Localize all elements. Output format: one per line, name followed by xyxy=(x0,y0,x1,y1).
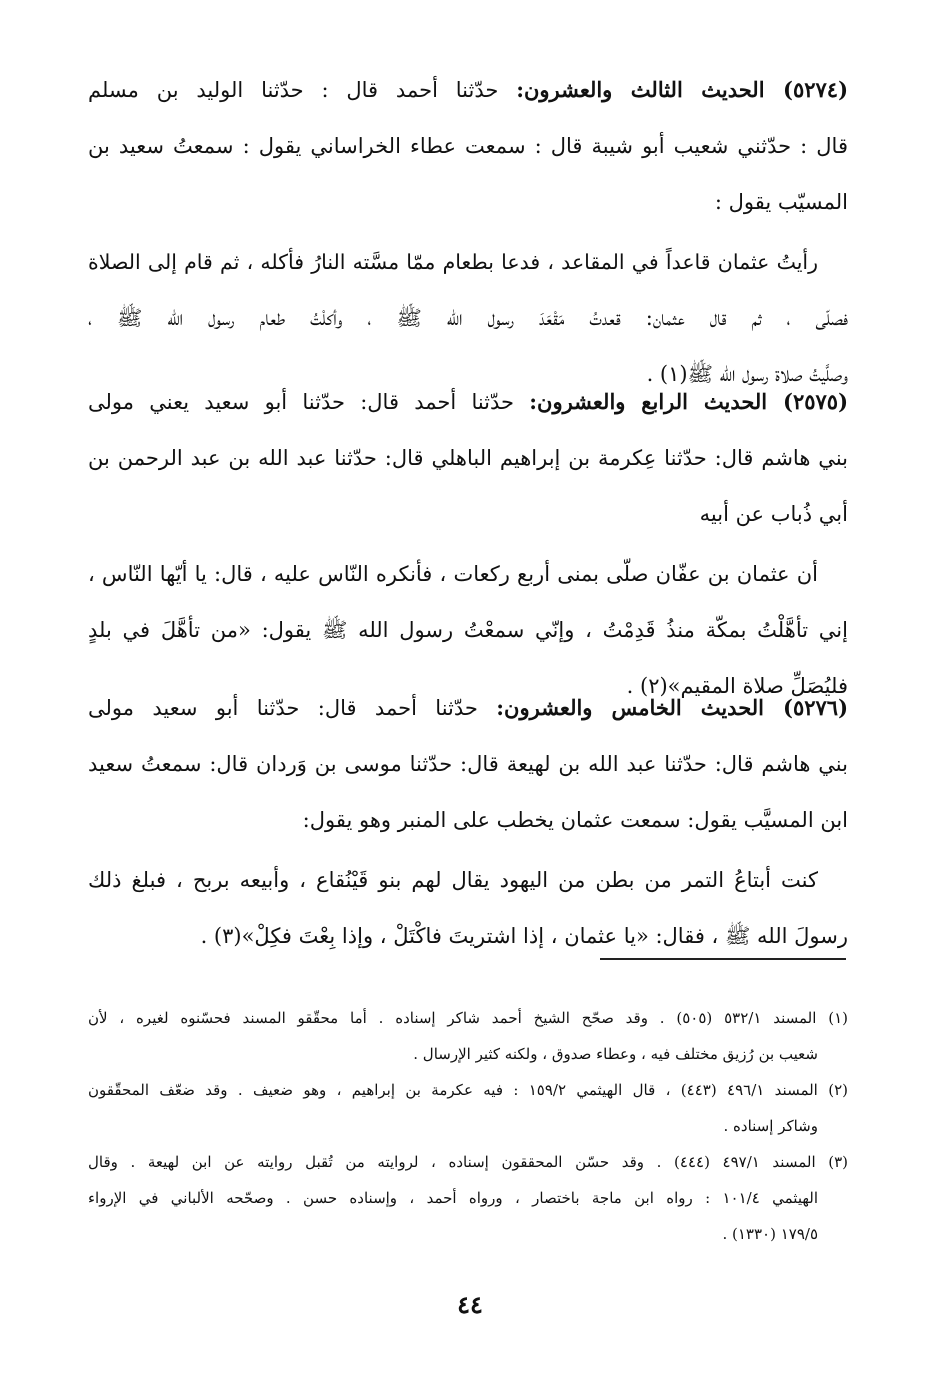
footnote-2-line-1: (٢) المسند ٤٩٦/١ (٤٤٣) ، قال الهيثمي ١٥٩/٢ : فيه عكرمة بن إبراهيم ، وهو ضعيف . وقد ضعّف المحقّقون xyxy=(88,1081,848,1099)
hadith-5275-matn-2: إني تأهَّلْتُ بمكّة منذُ قَدِمْتُ ، وإنّي سمعْتُ رسول الله ﷺ يقول: «من تأهَّلَ في بلدٍ xyxy=(88,618,848,642)
hadith-5275-matn-1: أن عثمان بن عفّان صلّى بمنى أربع ركعات ، فأنكره النّاس عليه ، قال: يا أيّها النّاس ، xyxy=(88,562,818,586)
hadith-5276 xyxy=(88,680,848,964)
hadith-5276-heading: (٥٢٧٦) الحديث الخامس والعشرون: xyxy=(496,695,848,720)
footnotes xyxy=(88,1000,848,1252)
footnote-3-line-2: الهيثمي ١٠١/٤ : رواه ابن ماجة باختصار ، ورواه أحمد ، وإسناده حسن . وصحّحه الألباني في الإرواء xyxy=(88,1189,818,1207)
hadith-5274 xyxy=(88,62,848,402)
hadith-5274-matn-2: فصلّى ، ثم قال عثمان: قعدتُ مَقْعَدَ رسول الله ﷺ ، وأكلْتُ طعام رسول الله ﷺ ، xyxy=(88,306,848,330)
hadith-5276-line-1 xyxy=(88,680,848,736)
hadith-5275-matn-3: فليُصَلِّ صلاة المقيم»(٢) . xyxy=(626,674,848,698)
hadith-5276-matn-2: رسولَ الله ﷺ ، فقال: «يا عثمان ، إذا اشتريتَ فاكْتَلْ ، وإذا بِعْتَ فكِلْ»(٣) . xyxy=(200,924,848,948)
hadith-5274-heading: (٥٢٧٤) الحديث الثالث والعشرون: xyxy=(516,77,848,102)
hadith-5274-matn-3: وصلَّيتُ صلاة رسول الله ﷺ(١) . xyxy=(646,362,848,386)
hadith-5276-isnad-3: ابن المسيَّب يقول: سمعت عثمان يخطب على المنبر وهو يقول: xyxy=(302,808,848,832)
hadith-5274-isnad-2: قال : حدّثني شعيب أبو شيبة قال : سمعت عطاء الخراساني يقول : سمعتُ سعيد بن xyxy=(88,134,848,158)
footnote-1-line-1: (١) المسند ٥٣٢/١ (٥٠٥) . وقد صحّح الشيخ أحمد شاكر إسناده . أما محقّقو المسند فحسّنوه لغيره ، لأن xyxy=(88,1009,848,1027)
hadith-5275-isnad-1: حدّثنا أحمد قال: حدّثنا أبو سعيد يعني مولى xyxy=(88,390,515,414)
hadith-5274-isnad-3: المسيّب يقول : xyxy=(714,190,848,214)
hadith-5274-line-1 xyxy=(88,62,848,118)
hadith-5274-matn-1: رأيتُ عثمان قاعداً في المقاعد ، فدعا بطعام ممّا مسَّته النارُ فأكله ، ثم قام إلى الصلاة xyxy=(88,250,818,274)
hadith-5276-isnad-1: حدّثنا أحمد قال: حدّثنا أبو سعيد مولى xyxy=(88,696,478,720)
footnote-2-line-2: وشاكر إسناده . xyxy=(723,1117,818,1135)
hadith-5275-isnad-2: بني هاشم قال: حدّثنا عِكرمة بن إبراهيم الباهلي قال: حدّثنا عبد الله بن عبد الرحمن بن xyxy=(88,446,848,470)
footnote-1-line-2: شعيب بن رُزيق مختلف فيه ، وعطاء صدوق ، ولكنه كثير الإرسال . xyxy=(413,1045,818,1063)
footnote-separator xyxy=(600,958,846,960)
hadith-5275-isnad-3: أبي ذُباب عن أبيه xyxy=(699,502,848,526)
footnote-3-line-3: ١٧٩/٥ (١٣٣٠) . xyxy=(722,1225,818,1243)
footnote-3-line-1: (٣) المسند ٤٩٧/١ (٤٤٤) . وقد حسّن المحققون إسناده ، لروايته من تُقبل روايته عن ابن لهيعة . وقال xyxy=(88,1153,848,1171)
hadith-5275 xyxy=(88,374,848,714)
hadith-5274-isnad-1: حدّثنا أحمد قال : حدّثنا الوليد بن مسلم xyxy=(88,78,499,102)
hadith-5275-heading: (٢٥٧٥) الحديث الرابع والعشرون: xyxy=(529,389,848,414)
hadith-5275-line-1 xyxy=(88,374,848,430)
page-number: ٤٤ xyxy=(457,1290,483,1319)
hadith-5276-isnad-2: بني هاشم قال: حدّثنا عبد الله بن لهيعة قال: حدّثنا موسى بن وَردان قال: سمعتُ سعيد xyxy=(88,752,848,776)
hadith-5276-matn-1: كنت أبتاعُ التمر من بطن من اليهود يقال لهم بنو قَيْنُقاع ، وأبيعه بربح ، فبلغ ذلك xyxy=(88,868,818,892)
